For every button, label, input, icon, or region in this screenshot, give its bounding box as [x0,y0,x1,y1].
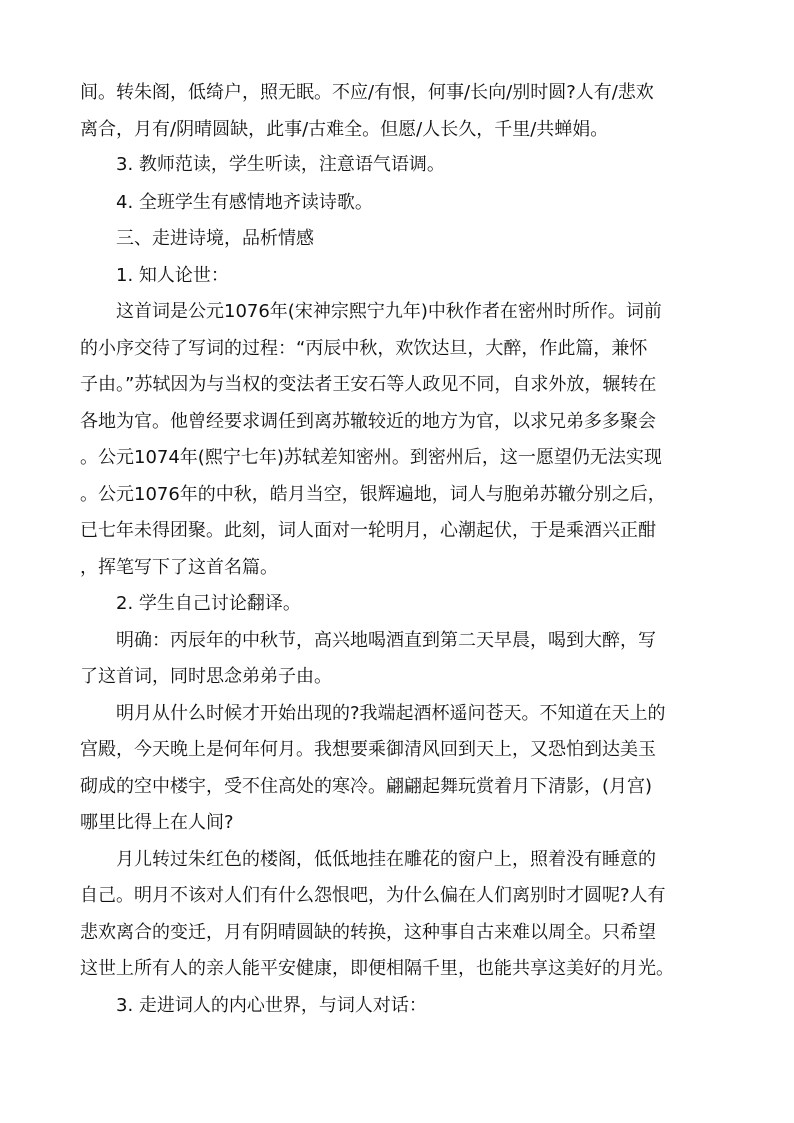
text-line: 子由。”苏轼因为与当权的变法者王安石等人政见不同，自求外放，辗转在 [80,374,657,395]
text-line: 砌成的空中楼宇，受不住高处的寒冷。翩翩起舞玩赏着月下清影，(月宫) [80,776,653,797]
text-line: 各地为官。他曾经要求调任到离苏辙较近的地方为官，以求兄弟多多聚会 [80,411,656,432]
text-line: 这世上所有人的亲人能平安健康，即便相隔千里，也能共享这美好的月光。 [80,958,674,979]
text-line: 。公元1074年(熙宁七年)苏轼差知密州。到密州后，这一愿望仍无法实现 [80,447,662,468]
text-line: 悲欢离合的变迁，月有阴晴圆缺的转换，这种事自古来难以周全。只希望 [80,922,656,943]
text-line: 自己。明月不该对人们有什么怨恨吧，为什么偏在人们离别时才圆呢?人有 [80,885,666,906]
text-line: 间。转朱阁，低绮户，照无眠。不应/有恨，何事/长向/别时圆?人有/悲欢 [80,82,654,103]
text-line: 明确：丙辰年的中秋节，高兴地喝酒直到第二天早晨，喝到大醉，写 [116,630,656,651]
text-line: 明月从什么时候才开始出现的?我端起酒杯遥问苍天。不知道在天上的 [116,703,666,724]
text-line: ，挥笔写下了这首名篇。 [80,557,278,578]
text-line: 宫殿，今天晚上是何年何月。我想要乘御清风回到天上，又恐怕到达美玉 [80,739,656,760]
text-line: 这首词是公元1076年(宋神宗熙宁九年)中秋作者在密州时所作。词前 [116,301,662,322]
text-line: 了这首词，同时思念弟弟子由。 [80,666,332,687]
text-line: 离合，月有/阴晴圆缺，此事/古难全。但愿/人长久，千里/共蝉娟。 [80,119,609,140]
text-line: 1. 知人论世： [116,265,229,286]
text-line: 哪里比得上在人间? [80,812,234,833]
text-line: 的小序交待了写词的过程：“丙辰中秋，欢饮达旦，大醉，作此篇，兼怀 [80,338,648,359]
text-line: 已七年未得团聚。此刻，词人面对一轮明月，心潮起伏，于是乘酒兴正酣 [80,520,656,541]
text-line: 3. 走进词人的内心世界，与词人对话： [116,995,427,1016]
text-line: 。公元1076年的中秋，皓月当空，银辉遍地，词人与胞弟苏辙分别之后， [80,484,666,505]
text-line: 3. 教师范读，学生听读，注意语气语调。 [116,154,445,175]
section-heading: 三、走进诗境，品析情感 [116,228,314,249]
text-line: 4. 全班学生有感情地齐读诗歌。 [116,192,373,213]
text-line: 2. 学生自己讨论翻译。 [116,593,301,614]
text-line: 月儿转过朱红色的楼阁，低低地挂在雕花的窗户上，照着没有睡意的 [116,849,656,870]
